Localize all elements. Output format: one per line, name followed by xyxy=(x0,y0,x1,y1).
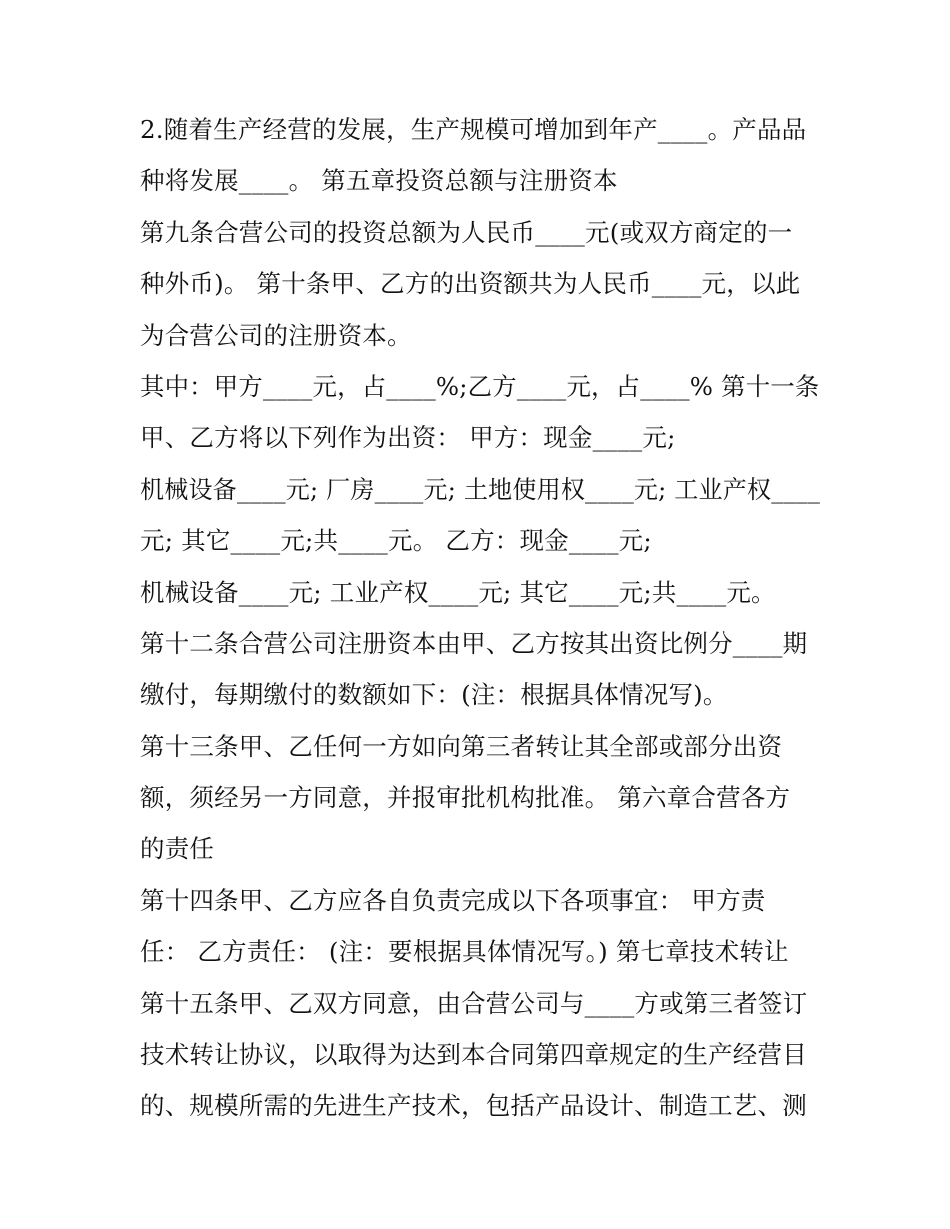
text-line: 甲、乙方将以下列作为出资： 甲方：现金____元; xyxy=(140,423,676,453)
text-line: 的责任 xyxy=(140,834,215,864)
text-line: 任： 乙方责任： (注：要根据具体情况写。) 第七章技术转让 xyxy=(140,937,789,967)
text-line: 额，须经另一方同意，并报审批机构批准。 第六章合营各方 xyxy=(140,783,791,813)
text-line: 2.随着生产经营的发展，生产规模可增加到年产____。产品品 xyxy=(140,115,807,144)
text-line: 其中：甲方____元，占____%;乙方____元，占____% 第十一条 xyxy=(140,371,820,401)
text-line: 第十四条甲、乙方应各自负责完成以下各项事宜： 甲方责 xyxy=(140,885,766,915)
text-line: 第九条合营公司的投资总额为人民币____元(或双方商定的一 xyxy=(140,217,793,247)
text-line: 种外币)。 第十条甲、乙方的出资额共为人民币____元，以此 xyxy=(140,269,801,299)
text-line: 的、规模所需的先进生产技术，包括产品设计、制造工艺、测 xyxy=(140,1091,807,1121)
text-line: 机械设备____元; 工业产权____元; 其它____元;共____元。 xyxy=(140,577,776,607)
text-line: 种将发展____。 第五章投资总额与注册资本 xyxy=(140,166,618,196)
text-line: 第十二条合营公司注册资本由甲、乙方按其出资比例分____期 xyxy=(140,628,808,658)
text-line: 第十五条甲、乙双方同意，由合营公司与____方或第三者签订 xyxy=(140,988,808,1018)
document-body xyxy=(140,104,820,1132)
text-line: 第十三条甲、乙任何一方如向第三者转让其全部或部分出资 xyxy=(140,731,783,761)
text-line: 为合营公司的注册资本。 xyxy=(140,320,412,350)
text-line: 元; 其它____元;共____元。 乙方：现金____元; xyxy=(140,526,652,556)
text-line: 技术转让协议，以取得为达到本合同第四章规定的生产经营目 xyxy=(140,1040,807,1070)
text-line: 缴付，每期缴付的数额如下：(注：根据具体情况写)。 xyxy=(140,680,728,710)
text-line: 机械设备____元; 厂房____元; 土地使用权____元; 工业产权____ xyxy=(140,474,821,504)
